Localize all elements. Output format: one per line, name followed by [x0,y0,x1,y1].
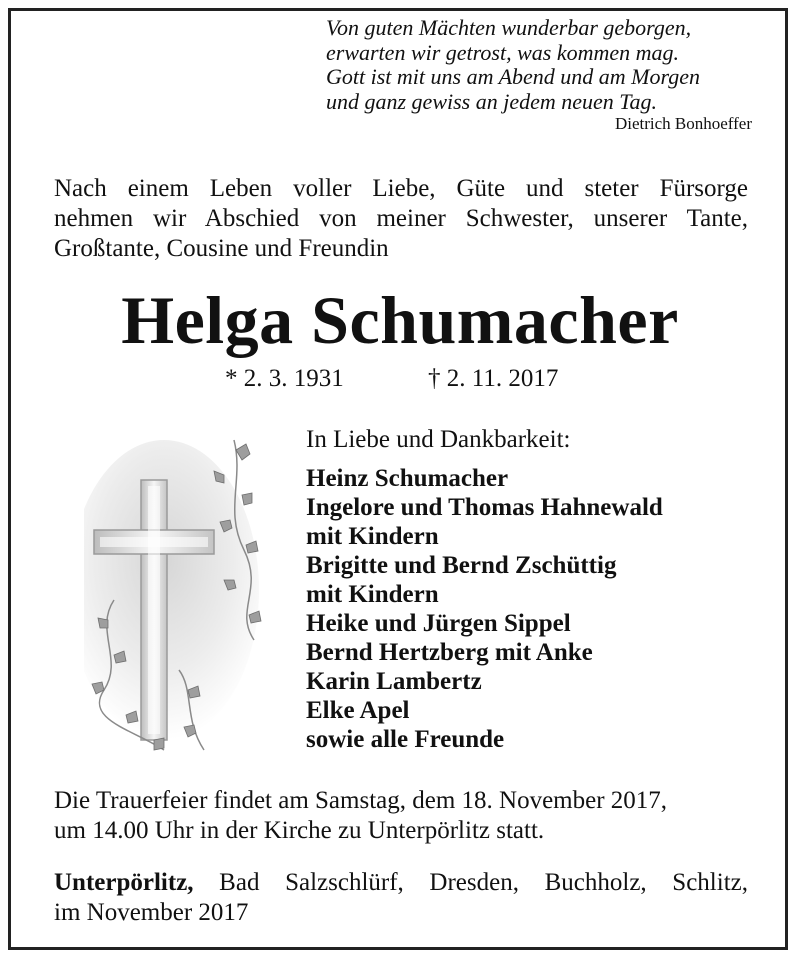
mourner-entry: Heinz Schumacher [306,465,509,492]
place-line [54,868,748,898]
intro-line: Nach einem Leben voller Liebe, Güte und steter Fürsorge [54,175,748,202]
intro-line: Großtante, Cousine und Freundin [54,235,389,262]
mourner-entry: Heike und Jürgen Sippel [306,610,571,637]
deceased-name: Helga Schumacher [121,282,679,358]
mourner-entry: Ingelore und Thomas Hahnewald [306,494,663,521]
place-and-date [54,868,748,928]
intro-text [54,174,748,264]
funeral-line: um 14.00 Uhr in der Kirche zu Unterpörlitz statt. [54,817,545,844]
quote-author: Dietrich Bonhoeffer [614,114,752,133]
place-others: Bad Salzschlürf, Dresden, Buchholz, Schlitz, [193,869,748,896]
mourner-entry: mit Kindern [306,523,439,550]
mourner-entry: mit Kindern [306,581,439,608]
funeral-line: Die Trauerfeier findet am Samstag, dem 18. November 2017, [54,787,668,814]
mourners-intro: In Liebe und Dankbarkeit: [306,426,571,453]
mourner-entry: Elke Apel [306,697,410,724]
mourner-entry: Brigitte und Bernd Zschüttig [306,552,617,579]
place-date: im November 2017 [54,899,249,926]
quote-line: erwarten wir getrost, was kommen mag. [326,39,680,65]
mourners-list [306,464,746,754]
intro-line: nehmen wir Abschied von meiner Schwester, unserer Tante, [54,205,748,232]
funeral-notice [54,786,748,846]
mourner-entry: Karin Lambertz [306,668,482,695]
bonhoeffer-quote [326,16,756,134]
mourner-entry: sowie alle Freunde [306,726,505,753]
quote-line: Von guten Mächten wunderbar geborgen, [326,15,692,40]
quote-line: und ganz gewiss an jedem neuen Tag. [326,88,658,114]
place-town: Unterpörlitz, [54,869,194,896]
birth-date: * 2. 3. 1931 [225,365,344,392]
death-date: † 2. 11. 2017 [428,365,559,392]
mourner-entry: Bernd Hertzberg mit Anke [306,639,593,666]
quote-line: Gott ist mit uns am Abend und am Morgen [326,64,700,89]
cross-with-ivy-icon [84,420,284,770]
